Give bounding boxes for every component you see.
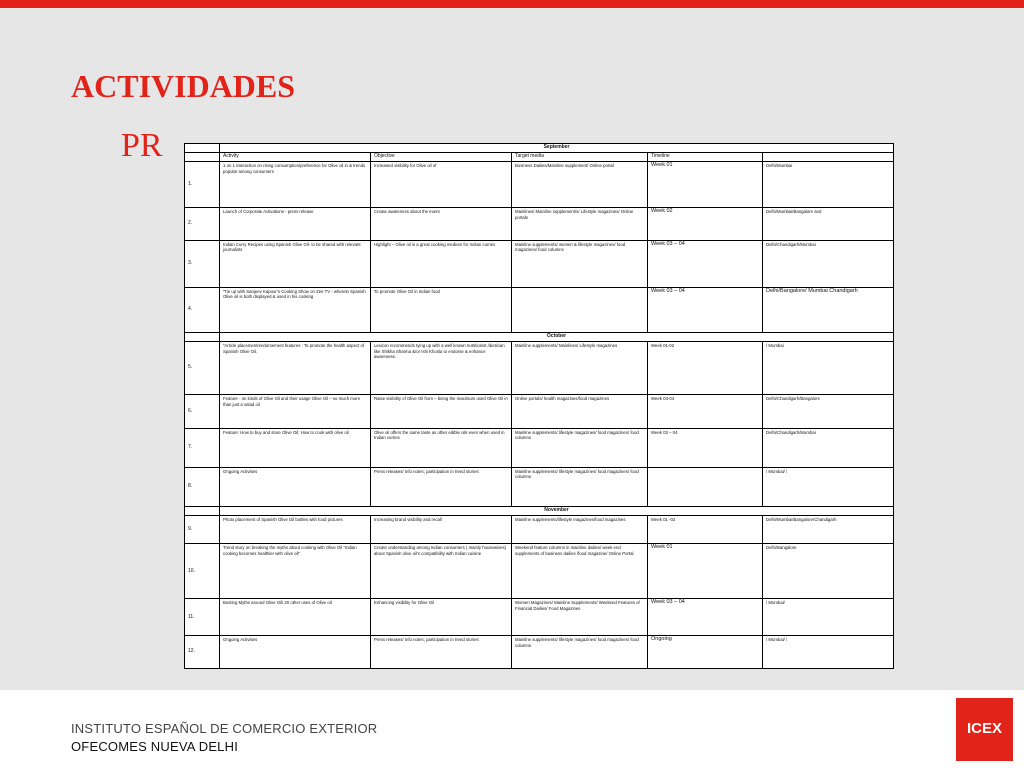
- city-cell: Delhi/Mumbai/Bangalore and: [763, 208, 894, 241]
- table-row: [185, 241, 894, 288]
- city-cell: / Mumbai/ /: [763, 636, 894, 669]
- activity-cell: Photo placement of Spanish Olive Oil bottles with food pictures: [220, 515, 371, 544]
- objective-cell: Lexicon recommends tying up with a well known nutritionist /dietician like Shikha Sharma &/or Ishi Khosla to endorse & enhance awareness.: [371, 342, 512, 395]
- media-cell: [512, 287, 648, 332]
- row-number: 7.: [185, 428, 220, 467]
- activity-cell: “Tie up with Sanjeev Kapoor’s Cooking Show on Zee TV - wherein Spanish Olive oil is both displayed & used in his cooking: [220, 287, 371, 332]
- month-row-november: [185, 506, 894, 515]
- row-number: 10.: [185, 544, 220, 599]
- city-cell: Delhi/Chandigarh/Mumbai: [763, 241, 894, 288]
- table-row: [185, 395, 894, 429]
- icex-logo-text: ICEX: [966, 720, 1002, 737]
- empty-cell: [185, 144, 220, 153]
- timeline-cell: Week 03 – 04: [648, 428, 763, 467]
- timeline-cell: Week 03-04: [648, 395, 763, 429]
- media-cell: Mainline supplements/ lifestyle magazines/ food magazines/ food columns: [512, 467, 648, 506]
- activity-cell: Feature - on kinds of Olive Oil and their usage Olive Oil – so much more than just a salad oil: [220, 395, 371, 429]
- header-activity: Activity: [220, 153, 371, 162]
- timeline-cell: Week 01: [648, 544, 763, 599]
- header-objective: Objective: [371, 153, 512, 162]
- timeline-cell: Week 01 -02: [648, 515, 763, 544]
- media-cell: Mainline supplements/ women & lifestyle magazines/ food magazines/ food columns: [512, 241, 648, 288]
- table-row: [185, 162, 894, 208]
- top-accent-bar: [0, 0, 1024, 8]
- pr-activities-table: [184, 143, 893, 669]
- footer-office-name: OFECOMES NUEVA DELHI: [71, 739, 239, 754]
- timeline-cell: Week 02: [648, 208, 763, 241]
- city-cell: / Mumbai/ /: [763, 467, 894, 506]
- month-label: September: [220, 144, 894, 153]
- activity-cell: Trend story on breaking the myths about cooking with Olive Oil “Indian cooking becomes healthier with olive oil”: [220, 544, 371, 599]
- city-cell: Delhi/Bangalore: [763, 544, 894, 599]
- header-target-media: Target media: [512, 153, 648, 162]
- media-cell: Business Dailies/Mainline supplement/ Online portal: [512, 162, 648, 208]
- row-number: 11.: [185, 599, 220, 636]
- empty-cell: [185, 153, 220, 162]
- objective-cell: Press releases/ Info notes; participation in trend stories: [371, 467, 512, 506]
- objective-cell: Enhancing visibility for Olive Oil: [371, 599, 512, 636]
- table-row: [185, 342, 894, 395]
- table-row: [185, 467, 894, 506]
- objective-cell: Highlight – Olive oil is a great cooking medium for Indian curries: [371, 241, 512, 288]
- activity-cell: Feature: How to buy and store Olive Oil; How to cook with olive oil: [220, 428, 371, 467]
- objective-cell: Press releases/ Info notes; participation in trend stories: [371, 636, 512, 669]
- row-number: 12.: [185, 636, 220, 669]
- table-row: [185, 515, 894, 544]
- timeline-cell: Week 03 – 04: [648, 599, 763, 636]
- city-cell: Delhi/Chandigarh/Mumbai: [763, 428, 894, 467]
- city-cell: Delhi/Bangalore/ Mumbai Chandigarh: [763, 287, 894, 332]
- media-cell: Weekend feature columns in mainline dailies/ week end supplements of business dailies /food magazine/ Online Portal: [512, 544, 648, 599]
- objective-cell: Olive oil offers the same taste as other edible oils even when used in Indian curries: [371, 428, 512, 467]
- row-number: 4.: [185, 287, 220, 332]
- objective-cell: Raise visibility of Olive Oil from – being the maximum used Olive Oil in: [371, 395, 512, 429]
- row-number: 6.: [185, 395, 220, 429]
- activity-cell: Ongoing Activities: [220, 467, 371, 506]
- row-number: 9.: [185, 515, 220, 544]
- timeline-cell: Week 01: [648, 162, 763, 208]
- activity-cell: 1 on 1 interaction on rising consumption/preference for Olive oil in & trends popular among consumers: [220, 162, 371, 208]
- header-row: [185, 153, 894, 162]
- objective-cell: To promote Olive Oil in Indian food: [371, 287, 512, 332]
- activity-cell: Indian Curry Recipes using Spanish Olive Oil- to be shared with relevant journalists: [220, 241, 371, 288]
- row-number: 8.: [185, 467, 220, 506]
- city-cell: Delhi/Mumbai/Bangalore/Chandigarh: [763, 515, 894, 544]
- activity-cell: Launch of Corporate Activations - press release: [220, 208, 371, 241]
- row-number: 2.: [185, 208, 220, 241]
- slide-title: ACTIVIDADES: [71, 68, 296, 104]
- media-cell: Mainline supplements/ Mainlines/ Lifestyle magazines: [512, 342, 648, 395]
- city-cell: Delhi/Chandigarh/Bangalore: [763, 395, 894, 429]
- row-number: 5.: [185, 342, 220, 395]
- timeline-cell: Ongoing: [648, 636, 763, 669]
- table-row: [185, 544, 894, 599]
- timeline-cell: Week 01-02: [648, 342, 763, 395]
- city-cell: / Mumbai/: [763, 599, 894, 636]
- table-row: [185, 636, 894, 669]
- footer-institute-name: INSTITUTO ESPAÑOL DE COMERCIO EXTERIOR: [71, 721, 378, 736]
- icex-logo: [956, 698, 1013, 761]
- empty-cell: [185, 506, 220, 515]
- table-row: [185, 287, 894, 332]
- row-number: 1.: [185, 162, 220, 208]
- objective-cell: Increasing brand visibility and recall: [371, 515, 512, 544]
- activity-cell: Busting Myths around Olive Oil/ 20 other uses of Olive oil: [220, 599, 371, 636]
- slide-subtitle: PR: [121, 127, 163, 164]
- media-cell: Mainline supplements/lifestyle magazines/food magazines: [512, 515, 648, 544]
- empty-cell: [185, 332, 220, 341]
- city-cell: / Mumbai: [763, 342, 894, 395]
- activity-cell: Ongoing Activities: [220, 636, 371, 669]
- table-row: [185, 428, 894, 467]
- media-cell: Mainlines/ Mainline supplement/s/ Lifestyle magazines/ Online portals: [512, 208, 648, 241]
- media-cell: Online portals/ health magazines/food magazines: [512, 395, 648, 429]
- media-cell: Mainline supplements/ lifestyle magazines/ food magazines/ food columns: [512, 636, 648, 669]
- table-row: [185, 208, 894, 241]
- table-row: [185, 599, 894, 636]
- month-row-september: [185, 144, 894, 153]
- month-row-october: [185, 332, 894, 341]
- month-label: November: [220, 506, 894, 515]
- objective-cell: Increased visibility for Olive oil of: [371, 162, 512, 208]
- objective-cell: Create understanding among Indian consumers ( mainly housewives) about Spanish olive oil’s compatibility with Indian cuisine: [371, 544, 512, 599]
- timeline-cell: [648, 467, 763, 506]
- city-cell: Delhi/Mumbai: [763, 162, 894, 208]
- timeline-cell: Week 03 – 04: [648, 287, 763, 332]
- header-timeline: Timeline: [648, 153, 763, 162]
- row-number: 3.: [185, 241, 220, 288]
- timeline-cell: Week 03 – 04: [648, 241, 763, 288]
- month-label: October: [220, 332, 894, 341]
- objective-cell: Create awareness about the event: [371, 208, 512, 241]
- activity-cell: “Article placement/endorsement features : To promote the health aspect of Spanish Olive Oil.: [220, 342, 371, 395]
- media-cell: Mainline supplements/ lifestyle magazines/ food magazines/ food columns: [512, 428, 648, 467]
- media-cell: Women Magazines/ Mainline Supplements/ Weekend Features of Financial Dailies/ Food Magazines: [512, 599, 648, 636]
- empty-cell: [763, 153, 894, 162]
